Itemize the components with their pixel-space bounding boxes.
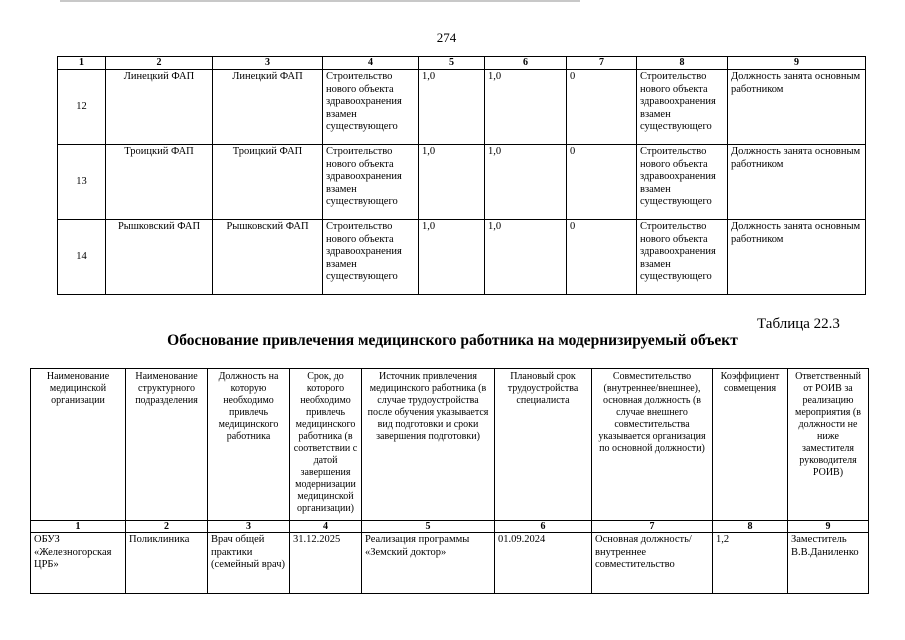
measure-cell: Строительство нового объекта здравоохранения взамен существующего: [323, 70, 419, 145]
measure-cell: Строительство нового объекта здравоохранения взамен существующего: [637, 70, 728, 145]
value-cell: 1,0: [485, 220, 567, 295]
column-header: Наименование медицинской организации: [31, 369, 126, 521]
colnum: 2: [126, 521, 208, 533]
measure-cell: Строительство нового объекта здравоохранения взамен существующего: [637, 145, 728, 220]
colnum: 6: [485, 57, 567, 70]
column-number-row: [58, 57, 866, 70]
facility-name: Троицкий ФАП: [106, 145, 213, 220]
colnum: 5: [362, 521, 495, 533]
source-cell: Реализация программы «Земский доктор»: [362, 533, 495, 594]
facility-name: Троицкий ФАП: [213, 145, 323, 220]
column-header: Срок, до которого необходимо привлечь медицинского работника (в соответствии с датой завершения модернизации медицинской организации): [290, 369, 362, 521]
facility-name: Рышковский ФАП: [106, 220, 213, 295]
continued-table: [57, 56, 866, 295]
value-cell: 1,0: [485, 145, 567, 220]
colnum: 5: [419, 57, 485, 70]
department-cell: Поликлиника: [126, 533, 208, 594]
column-header: Совместительство (внутреннее/внешнее), основная должность (в случае внешнего совместительства указывается организация по основной должности): [592, 369, 713, 521]
value-cell: 0: [567, 220, 637, 295]
colnum: 8: [637, 57, 728, 70]
column-header: Наименование структурного подразделения: [126, 369, 208, 521]
colnum: 1: [58, 57, 106, 70]
value-cell: 0: [567, 70, 637, 145]
status-cell: Должность занята основным работником: [728, 220, 866, 295]
colnum: 9: [788, 521, 869, 533]
column-header: Источник привлечения медицинского работника (в случае трудоустройства после обучения указывается вид подготовки и сроки завершения подготовки): [362, 369, 495, 521]
coefficient-cell: 1,2: [713, 533, 788, 594]
colnum: 4: [323, 57, 419, 70]
planned-date-cell: 01.09.2024: [495, 533, 592, 594]
responsible-cell: Заместитель В.В.Даниленко: [788, 533, 869, 594]
column-header: Ответственный от РОИВ за реализацию мероприятия (в должности не ниже заместителя руководителя РОИВ): [788, 369, 869, 521]
colnum: 9: [728, 57, 866, 70]
colnum: 4: [290, 521, 362, 533]
table-row: [31, 533, 869, 594]
table-label: Таблица 22.3: [757, 316, 840, 332]
colnum: 6: [495, 521, 592, 533]
page-number: 274: [436, 30, 457, 45]
facility-name: Линецкий ФАП: [106, 70, 213, 145]
value-cell: 1,0: [485, 70, 567, 145]
colnum: 8: [713, 521, 788, 533]
colnum: 3: [208, 521, 290, 533]
position-cell: Врач общей практики (семейный врач): [208, 533, 290, 594]
table-row: [58, 145, 866, 220]
row-number: 13: [58, 145, 106, 220]
measure-cell: Строительство нового объекта здравоохранения взамен существующего: [637, 220, 728, 295]
combination-cell: Основная должность/внутреннее совместительство: [592, 533, 713, 594]
colnum: 7: [567, 57, 637, 70]
facility-name: Рышковский ФАП: [213, 220, 323, 295]
section-title: Обоснование привлечения медицинского работника на модернизируемый объект: [167, 332, 738, 349]
colnum: 3: [213, 57, 323, 70]
column-number-row: [31, 521, 869, 533]
column-header: Коэффициент совмещения: [713, 369, 788, 521]
facility-name: Линецкий ФАП: [213, 70, 323, 145]
value-cell: 1,0: [419, 70, 485, 145]
top-rule: [60, 0, 580, 2]
colnum: 1: [31, 521, 126, 533]
colnum: 7: [592, 521, 713, 533]
staffing-table: [30, 368, 869, 594]
row-number: 12: [58, 70, 106, 145]
measure-cell: Строительство нового объекта здравоохранения взамен существующего: [323, 145, 419, 220]
organization-cell: ОБУЗ «Железногорская ЦРБ»: [31, 533, 126, 594]
value-cell: 0: [567, 145, 637, 220]
measure-cell: Строительство нового объекта здравоохранения взамен существующего: [323, 220, 419, 295]
table-row: [58, 220, 866, 295]
deadline-cell: 31.12.2025: [290, 533, 362, 594]
value-cell: 1,0: [419, 145, 485, 220]
row-number: 14: [58, 220, 106, 295]
status-cell: Должность занята основным работником: [728, 70, 866, 145]
colnum: 2: [106, 57, 213, 70]
status-cell: Должность занята основным работником: [728, 145, 866, 220]
value-cell: 1,0: [419, 220, 485, 295]
column-header: Должность на которую необходимо привлечь медицинского работника: [208, 369, 290, 521]
header-row: [31, 369, 869, 521]
column-header: Плановый срок трудоустройства специалиста: [495, 369, 592, 521]
table-row: [58, 70, 866, 145]
